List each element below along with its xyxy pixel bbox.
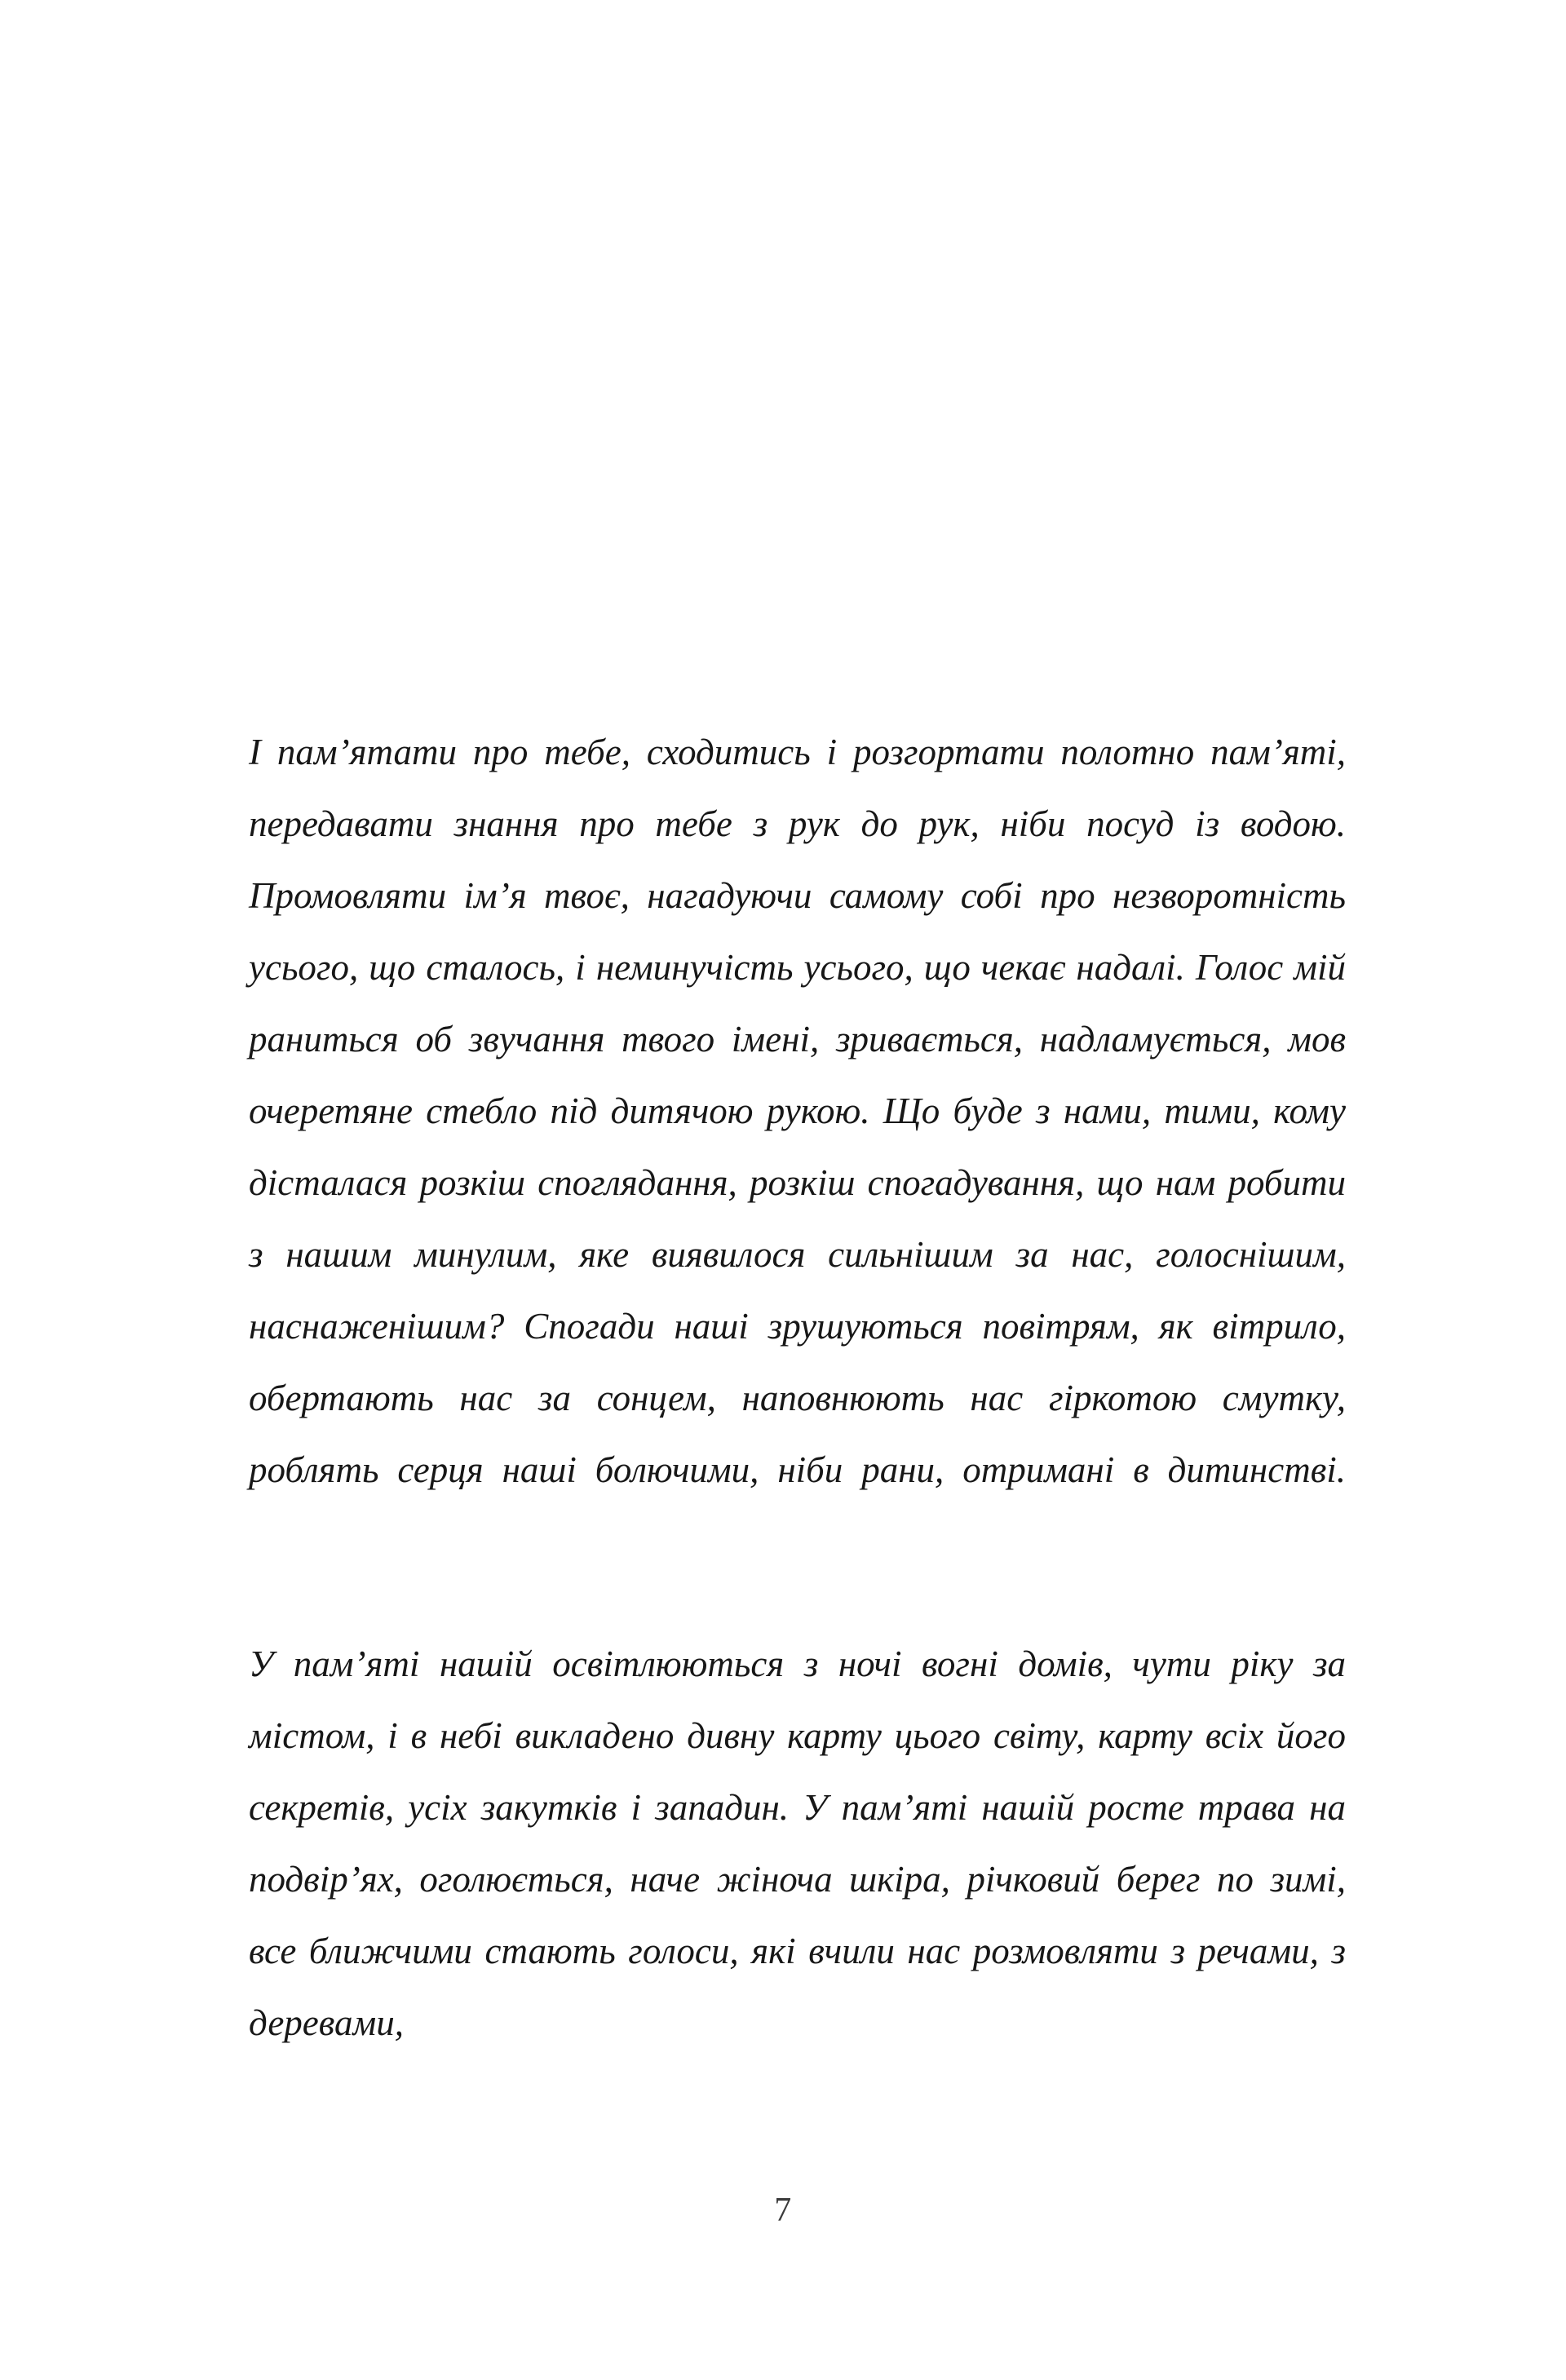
page-text-block [249,716,1346,2130]
body-paragraph-1: І пам’ятати про тебе, сходитись і розгортати полотно пам’яті, передавати знання про тебе з рук до рук, ніби посуд із водою. Промовляти ім’я твоє, нагадуючи самому собі про незворотність усього, що сталось, і неминучість усього, що чекає надалі. Голос мій раниться об звучання твого імені, зривається, надламується, мов очеретяне стебло під дитячою рукою. Що буде з нами, тими, кому дісталася розкіш споглядання, розкіш спогадування, що нам робити з нашим минулим, яке виявилося сильнішим за нас, голоснішим, наснаженішим? Спогади наші зрушуються повітрям, як вітрило, обертають нас за сонцем, наповнюють нас гіркотою смутку, роблять серця наші болючими, ніби рани, отримані в дитинстві. [249,732,1346,1490]
page-number: 7 [774,2192,792,2229]
body-paragraph-2: У пам’яті нашій освітлюються з ночі вогні домів, чути ріку за містом, і в небі викладено дивну карту цього світу, карту всіх його секретів, усіх закутків і западин. У пам’яті нашій росте трава на подвір’ях, оголюється, наче жіноча шкіра, річковий берег по зимі, все ближчими стають голоси, які вчили нас розмовляти з речами, з деревами, [249,1643,1346,2043]
